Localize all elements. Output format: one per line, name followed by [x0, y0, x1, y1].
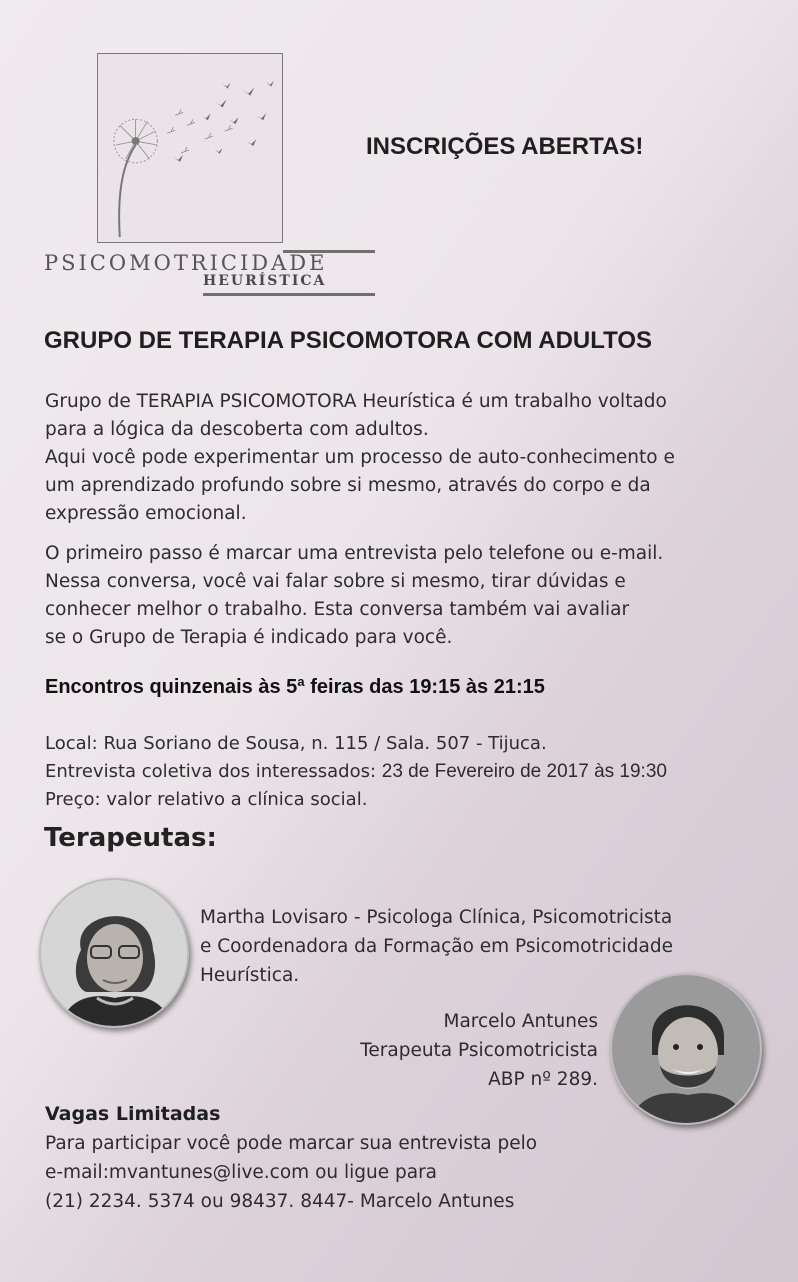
- marcelo-description: [360, 1007, 598, 1094]
- martha-description: [200, 903, 673, 990]
- intro-line: um aprendizado profundo sobre si mesmo, através do corpo e da: [45, 475, 651, 496]
- contact-email-line: e-mail:mvantunes@live.com ou ligue para: [45, 1162, 438, 1183]
- logo-rule-bottom: [203, 293, 375, 296]
- intro-line: para a lógica da descoberta com adultos.: [45, 419, 429, 440]
- logo-image: [97, 53, 283, 243]
- first-step-line: se o Grupo de Terapia é indicado para você.: [45, 627, 453, 648]
- schedule-text: Encontros quinzenais às 5ª feiras das 19:15 às 21:15: [45, 676, 545, 698]
- logo-title: PSICOMOTRICIDADE: [44, 251, 328, 275]
- martha-avatar: [39, 878, 189, 1028]
- interview-row: [45, 758, 667, 786]
- marcelo-line: Marcelo Antunes: [443, 1011, 598, 1032]
- intro-line: expressão emocional.: [45, 503, 247, 524]
- first-step-paragraph: [45, 540, 663, 652]
- martha-line: Heurística.: [200, 965, 300, 986]
- interview-label: Entrevista coletiva dos interessados:: [45, 761, 377, 782]
- intro-line: Grupo de TERAPIA PSICOMOTORA Heurística é um trabalho voltado: [45, 391, 667, 412]
- first-step-line: conhecer melhor o trabalho. Esta conversa também vai avaliar: [45, 599, 630, 620]
- limited-spots-heading: Vagas Limitadas: [45, 1103, 221, 1125]
- intro-paragraph: [45, 388, 675, 528]
- first-step-line: Nessa conversa, você vai falar sobre si mesmo, tirar dúvidas e: [45, 571, 626, 592]
- first-step-line: O primeiro passo é marcar uma entrevista pelo telefone ou e-mail.: [45, 543, 664, 564]
- price-text: Preço: valor relativo a clínica social.: [45, 789, 368, 810]
- marcelo-line: Terapeuta Psicomotricista: [360, 1040, 598, 1061]
- page-title: GRUPO DE TERAPIA PSICOMOTORA COM ADULTOS: [44, 327, 653, 354]
- intro-line: Aqui você pode experimentar um processo de auto-conhecimento e: [45, 447, 675, 468]
- martha-line: Martha Lovisaro - Psicologa Clínica, Psicomotricista: [200, 907, 673, 928]
- marcelo-avatar: [610, 973, 762, 1125]
- limited-spots-section: [45, 1100, 537, 1216]
- logo-subtitle: HEURÍSTICA: [203, 273, 327, 289]
- registration-open-badge: INSCRIÇÕES ABERTAS!: [366, 133, 644, 160]
- contact-line: Para participar você pode marcar sua entrevista pelo: [45, 1133, 538, 1154]
- contact-phone-line: (21) 2234. 5374 ou 98437. 8447- Marcelo Antunes: [45, 1191, 515, 1212]
- dandelion-birds-icon: [98, 54, 282, 242]
- event-info: [45, 730, 667, 814]
- marcelo-line: ABP nº 289.: [488, 1069, 598, 1090]
- therapists-heading: Terapeutas:: [44, 823, 217, 853]
- martha-line: e Coordenadora da Formação em Psicomotricidade: [200, 936, 674, 957]
- interview-date: 23 de Fevereiro de 2017 às 19:30: [381, 761, 667, 782]
- location-text: Local: Rua Soriano de Sousa, n. 115 / Sala. 507 - Tijuca.: [45, 733, 547, 754]
